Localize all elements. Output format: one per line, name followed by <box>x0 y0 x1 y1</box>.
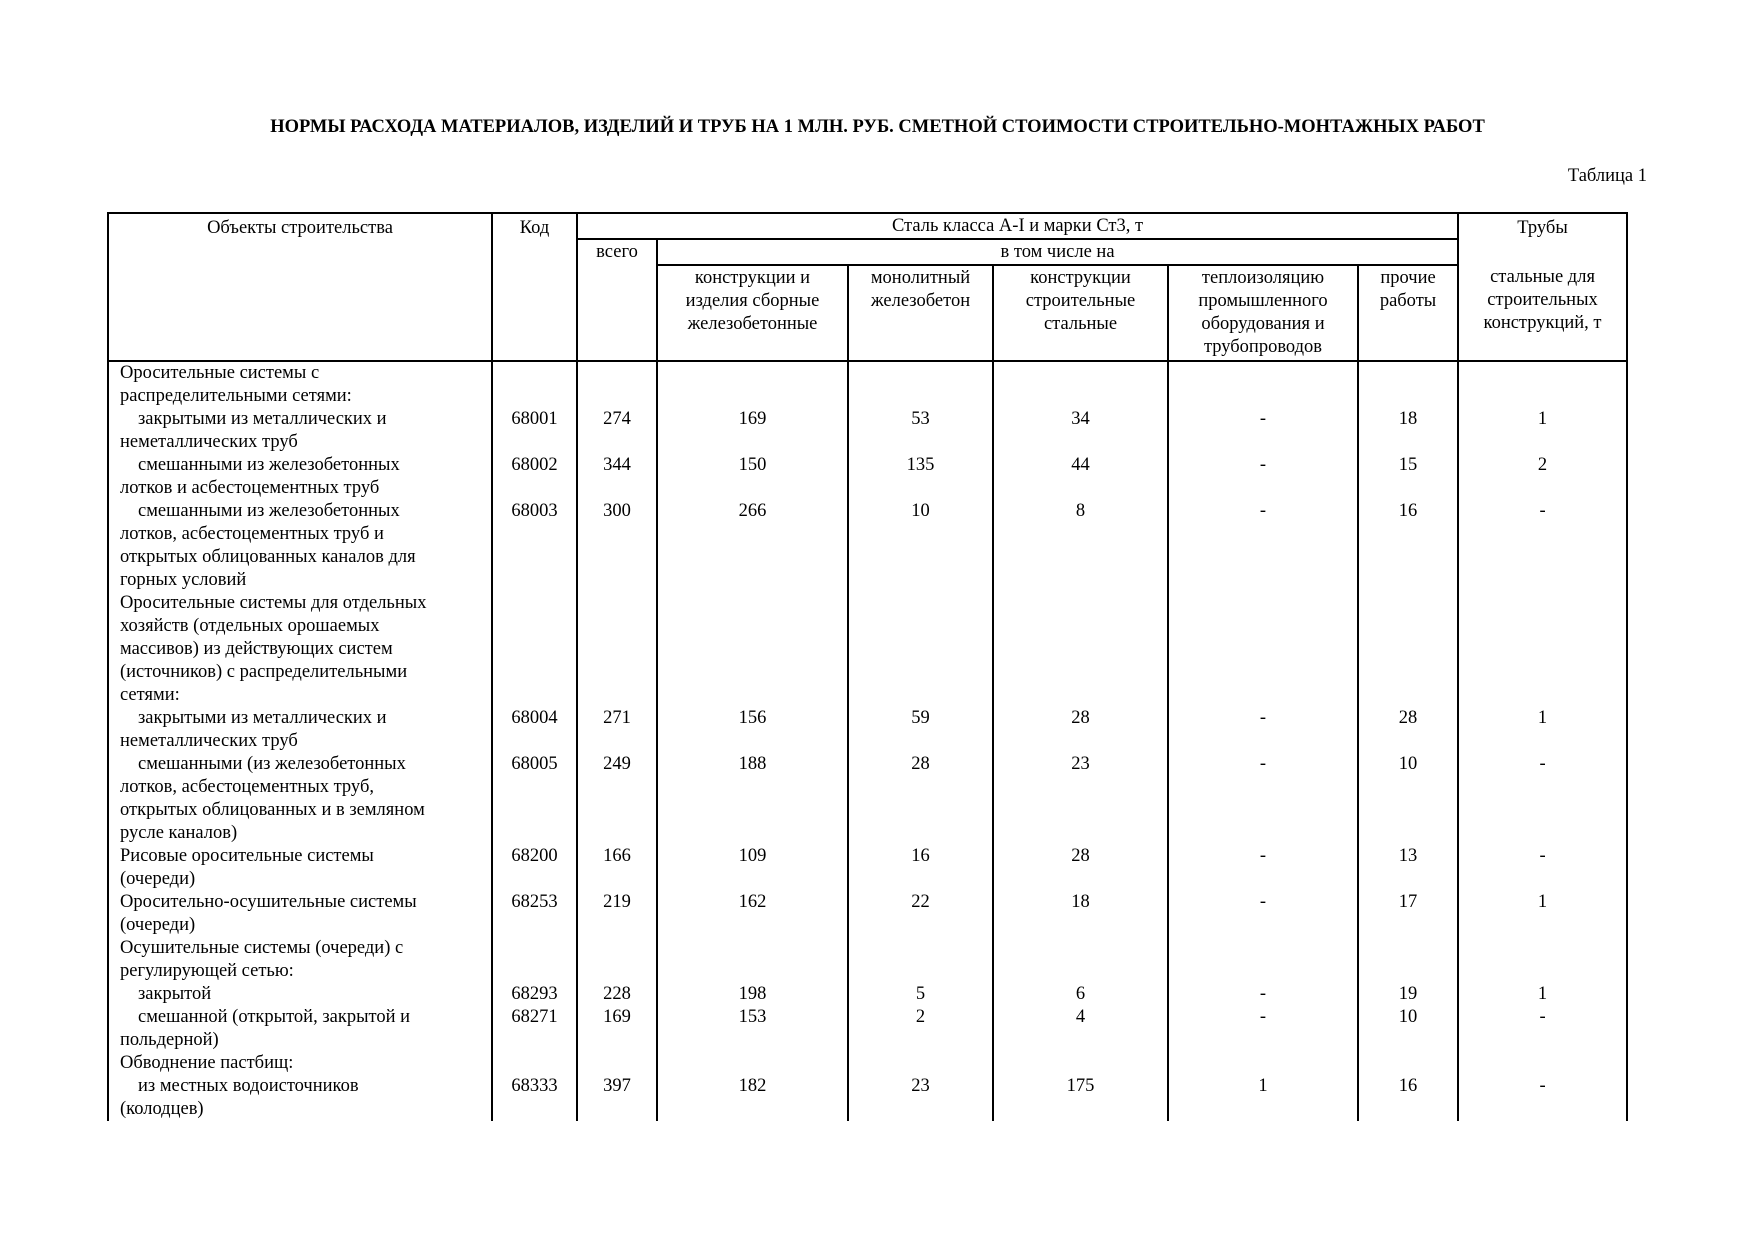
header-objects: Объекты строительства <box>108 213 492 361</box>
precast-cell: 266 <box>657 500 848 592</box>
other-works-cell: 10 <box>1358 1006 1458 1052</box>
other-works-cell: 13 <box>1358 845 1458 891</box>
steel-structures-cell: 34 <box>993 408 1168 454</box>
steel-structures-cell <box>993 937 1168 983</box>
monolithic-cell: 22 <box>848 891 993 937</box>
object-name-line: Оросительные системы с <box>120 363 320 383</box>
precast-cell: 169 <box>657 408 848 454</box>
object-name-line: смешанными (из железобетонных <box>138 754 406 774</box>
total-cell: 249 <box>577 753 657 845</box>
precast-cell: 182 <box>657 1075 848 1121</box>
steel-structures-cell: 175 <box>993 1075 1168 1121</box>
other-works-cell <box>1358 361 1458 408</box>
steel-pipes-cell: 1 <box>1458 983 1627 1006</box>
object-name-cell <box>108 845 492 891</box>
insulation-cell <box>1168 937 1358 983</box>
total-cell <box>577 361 657 408</box>
object-name-cell <box>108 592 492 707</box>
steel-structures-cell <box>993 1052 1168 1075</box>
object-name-cell <box>108 707 492 753</box>
object-name-line: (очереди) <box>120 915 196 935</box>
insulation-cell: 1 <box>1168 1075 1358 1121</box>
object-name-line: массивов) из действующих систем <box>120 639 393 659</box>
steel-structures-cell: 44 <box>993 454 1168 500</box>
table-row <box>108 891 1627 937</box>
object-name-line: Оросительно-осушительные системы <box>120 892 417 912</box>
header-line: промышленного <box>1198 291 1328 311</box>
code-cell: 68004 <box>492 707 577 753</box>
header-steel-pipes <box>1458 265 1627 361</box>
table-row <box>108 983 1627 1006</box>
object-name-line: неметаллических труб <box>120 731 298 751</box>
steel-structures-cell: 18 <box>993 891 1168 937</box>
table-row <box>108 753 1627 845</box>
precast-cell: 153 <box>657 1006 848 1052</box>
steel-pipes-cell: 1 <box>1458 408 1627 454</box>
steel-pipes-cell <box>1458 592 1627 707</box>
steel-pipes-cell <box>1458 937 1627 983</box>
other-works-cell <box>1358 592 1458 707</box>
monolithic-cell <box>848 361 993 408</box>
precast-cell: 150 <box>657 454 848 500</box>
total-cell: 274 <box>577 408 657 454</box>
precast-cell: 198 <box>657 983 848 1006</box>
object-name-cell <box>108 408 492 454</box>
object-name-line: лотков, асбестоцементных труб, <box>120 777 374 797</box>
steel-pipes-cell: 2 <box>1458 454 1627 500</box>
object-name-line: русле каналов) <box>120 823 238 843</box>
object-name-line: Оросительные системы для отдельных <box>120 593 427 613</box>
table-header <box>108 213 1627 361</box>
table-row <box>108 408 1627 454</box>
insulation-cell: - <box>1168 891 1358 937</box>
insulation-cell: - <box>1168 983 1358 1006</box>
header-line: работы <box>1379 291 1437 311</box>
table-row <box>108 1075 1627 1121</box>
precast-cell: 188 <box>657 753 848 845</box>
total-cell: 228 <box>577 983 657 1006</box>
object-name-line: лотков, асбестоцементных труб и <box>120 524 384 544</box>
object-name-line: (источников) с распределительными <box>120 662 408 682</box>
header-line: стальные <box>1043 314 1118 334</box>
code-cell <box>492 361 577 408</box>
steel-pipes-cell: - <box>1458 753 1627 845</box>
header-line: изделия сборные <box>685 291 820 311</box>
monolithic-cell <box>848 1052 993 1075</box>
code-cell <box>492 1052 577 1075</box>
table-body <box>108 361 1627 1121</box>
other-works-cell: 16 <box>1358 500 1458 592</box>
monolithic-cell <box>848 937 993 983</box>
object-name-cell <box>108 937 492 983</box>
object-name-line: горных условий <box>120 570 247 590</box>
insulation-cell <box>1168 592 1358 707</box>
object-name-cell <box>108 983 492 1006</box>
total-cell: 166 <box>577 845 657 891</box>
object-name-line: смешанными из железобетонных <box>138 501 400 521</box>
total-cell <box>577 592 657 707</box>
steel-pipes-cell: - <box>1458 1075 1627 1121</box>
table-row <box>108 707 1627 753</box>
monolithic-cell: 2 <box>848 1006 993 1052</box>
code-cell <box>492 592 577 707</box>
insulation-cell: - <box>1168 845 1358 891</box>
insulation-cell: - <box>1168 707 1358 753</box>
other-works-cell: 16 <box>1358 1075 1458 1121</box>
code-cell: 68333 <box>492 1075 577 1121</box>
table-row <box>108 500 1627 592</box>
header-line: железобетон <box>870 291 971 311</box>
header-steel-structures <box>993 265 1168 361</box>
other-works-cell <box>1358 937 1458 983</box>
code-cell: 68003 <box>492 500 577 592</box>
steel-structures-cell: 6 <box>993 983 1168 1006</box>
insulation-cell: - <box>1168 1006 1358 1052</box>
insulation-cell: - <box>1168 753 1358 845</box>
table-row <box>108 937 1627 983</box>
table-row <box>108 1052 1627 1075</box>
steel-pipes-cell: - <box>1458 845 1627 891</box>
steel-pipes-cell: - <box>1458 500 1627 592</box>
code-cell: 68002 <box>492 454 577 500</box>
other-works-cell: 10 <box>1358 753 1458 845</box>
other-works-cell: 17 <box>1358 891 1458 937</box>
steel-structures-cell: 8 <box>993 500 1168 592</box>
steel-pipes-cell: - <box>1458 1006 1627 1052</box>
object-name-line: закрытой <box>138 984 212 1004</box>
code-cell: 68200 <box>492 845 577 891</box>
steel-structures-cell: 23 <box>993 753 1168 845</box>
insulation-cell: - <box>1168 500 1358 592</box>
monolithic-cell: 10 <box>848 500 993 592</box>
object-name-line: польдерной) <box>120 1030 219 1050</box>
object-name-line: закрытыми из металлических и <box>138 409 387 429</box>
object-name-cell <box>108 1075 492 1121</box>
total-cell: 300 <box>577 500 657 592</box>
header-line: прочие <box>1380 268 1436 288</box>
object-name-line: смешанной (открытой, закрытой и <box>138 1007 411 1027</box>
code-cell: 68001 <box>492 408 577 454</box>
header-total: всего <box>577 239 657 361</box>
other-works-cell: 15 <box>1358 454 1458 500</box>
object-name-line: Осушительные системы (очереди) с <box>120 938 404 958</box>
object-name-line: распределительными сетями: <box>120 386 352 406</box>
precast-cell <box>657 937 848 983</box>
object-name-line: из местных водоисточников <box>138 1076 359 1096</box>
object-name-line: смешанными из железобетонных <box>138 455 400 475</box>
object-name-line: открытых облицованных каналов для <box>120 547 416 567</box>
object-name-cell <box>108 753 492 845</box>
monolithic-cell: 5 <box>848 983 993 1006</box>
header-line: строительные <box>1025 291 1136 311</box>
code-cell: 68293 <box>492 983 577 1006</box>
object-name-line: открытых облицованных и в земляном <box>120 800 425 820</box>
precast-cell: 162 <box>657 891 848 937</box>
steel-structures-cell: 28 <box>993 845 1168 891</box>
code-cell <box>492 937 577 983</box>
object-name-cell <box>108 891 492 937</box>
header-line: конструкций, т <box>1483 313 1602 333</box>
steel-pipes-cell: 1 <box>1458 707 1627 753</box>
object-name-line: Обводнение пастбищ: <box>120 1053 294 1073</box>
table-row <box>108 1006 1627 1052</box>
object-name-line: сетями: <box>120 685 180 705</box>
other-works-cell <box>1358 1052 1458 1075</box>
header-including: в том числе на <box>657 239 1458 265</box>
header-code: Код <box>492 213 577 361</box>
insulation-cell: - <box>1168 454 1358 500</box>
object-name-cell <box>108 454 492 500</box>
other-works-cell: 18 <box>1358 408 1458 454</box>
monolithic-cell: 16 <box>848 845 993 891</box>
header-pipes: Трубы <box>1458 213 1627 265</box>
object-name-line: регулирующей сетью: <box>120 961 294 981</box>
precast-cell <box>657 361 848 408</box>
total-cell: 397 <box>577 1075 657 1121</box>
header-other-works <box>1358 265 1458 361</box>
monolithic-cell: 28 <box>848 753 993 845</box>
monolithic-cell: 59 <box>848 707 993 753</box>
header-line: железобетонные <box>687 314 818 334</box>
header-steel: Сталь класса А-I и марки Ст3, т <box>577 213 1458 239</box>
steel-structures-cell <box>993 361 1168 408</box>
header-line: конструкции и <box>694 268 811 288</box>
header-line: стальные для <box>1490 267 1595 287</box>
header-precast-concrete <box>657 265 848 361</box>
object-name-line: закрытыми из металлических и <box>138 708 387 728</box>
precast-cell <box>657 1052 848 1075</box>
header-line: теплоизоляцию <box>1201 268 1325 288</box>
object-name-line: лотков и асбестоцементных труб <box>120 478 380 498</box>
steel-pipes-cell <box>1458 361 1627 408</box>
norms-table <box>107 212 1628 1121</box>
monolithic-cell: 23 <box>848 1075 993 1121</box>
header-line: строительных <box>1487 290 1598 310</box>
monolithic-cell: 135 <box>848 454 993 500</box>
header-line: оборудования и <box>1201 314 1325 334</box>
code-cell: 68005 <box>492 753 577 845</box>
object-name-line: (очереди) <box>120 869 196 889</box>
document-title: НОРМЫ РАСХОДА МАТЕРИАЛОВ, ИЗДЕЛИЙ И ТРУБ НА 1 МЛН. РУБ. СМЕТНОЙ СТОИМОСТИ СТРОИТЕЛЬНО-МОНТАЖНЫХ РАБОТ <box>270 117 1485 137</box>
object-name-line: Рисовые оросительные системы <box>120 846 374 866</box>
object-name-line: неметаллических труб <box>120 432 298 452</box>
monolithic-cell <box>848 592 993 707</box>
header-line: трубопроводов <box>1203 337 1323 357</box>
total-cell: 219 <box>577 891 657 937</box>
code-cell: 68271 <box>492 1006 577 1052</box>
table-row <box>108 845 1627 891</box>
code-cell: 68253 <box>492 891 577 937</box>
header-thermal-insulation <box>1168 265 1358 361</box>
table-number-label: Таблица 1 <box>1567 166 1647 186</box>
object-name-cell <box>108 1052 492 1075</box>
other-works-cell: 19 <box>1358 983 1458 1006</box>
header-monolithic-concrete <box>848 265 993 361</box>
precast-cell <box>657 592 848 707</box>
header-line: конструкции <box>1030 268 1131 288</box>
table-row <box>108 592 1627 707</box>
header-line: монолитный <box>870 268 971 288</box>
object-name-line: хозяйств (отдельных орошаемых <box>120 616 380 636</box>
precast-cell: 109 <box>657 845 848 891</box>
object-name-line: (колодцев) <box>120 1099 204 1119</box>
steel-pipes-cell: 1 <box>1458 891 1627 937</box>
insulation-cell: - <box>1168 408 1358 454</box>
object-name-cell <box>108 1006 492 1052</box>
table-row <box>108 454 1627 500</box>
insulation-cell <box>1168 1052 1358 1075</box>
precast-cell: 156 <box>657 707 848 753</box>
monolithic-cell: 53 <box>848 408 993 454</box>
table-row <box>108 361 1627 408</box>
insulation-cell <box>1168 361 1358 408</box>
steel-structures-cell: 4 <box>993 1006 1168 1052</box>
steel-structures-cell: 28 <box>993 707 1168 753</box>
steel-pipes-cell <box>1458 1052 1627 1075</box>
object-name-cell <box>108 500 492 592</box>
object-name-cell <box>108 361 492 408</box>
steel-structures-cell <box>993 592 1168 707</box>
total-cell <box>577 937 657 983</box>
total-cell: 169 <box>577 1006 657 1052</box>
other-works-cell: 28 <box>1358 707 1458 753</box>
total-cell: 271 <box>577 707 657 753</box>
total-cell <box>577 1052 657 1075</box>
total-cell: 344 <box>577 454 657 500</box>
